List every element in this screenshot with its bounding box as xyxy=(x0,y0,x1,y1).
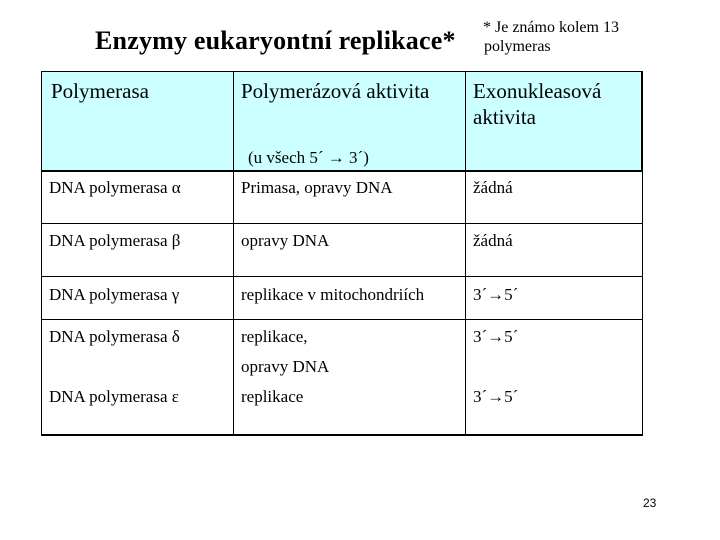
row-divider-2 xyxy=(41,276,642,277)
page-number: 23 xyxy=(643,496,657,510)
row-5-polymerase: DNA polymerasa ε xyxy=(49,387,179,406)
column-divider-1 xyxy=(233,71,234,434)
header-polymerase-activity-note: (u všech 5´ → 3´) xyxy=(248,148,369,167)
row-2-polymerase: DNA polymerasa β xyxy=(49,231,181,250)
row-4-activity: replikace, xyxy=(241,327,308,346)
row-2-exonuclease: žádná xyxy=(473,231,513,250)
header-polymerase-activity: Polymerázová aktivita xyxy=(241,79,430,103)
row-4-exonuclease: 3´→5´ xyxy=(473,327,519,346)
row-divider-3 xyxy=(41,319,642,320)
footnote-line-1: * Je známo kolem 13 xyxy=(483,19,619,36)
row-3-activity: replikace v mitochondriích xyxy=(241,285,425,304)
row-2-activity: opravy DNA xyxy=(241,231,330,250)
row-4-polymerase: DNA polymerasa δ xyxy=(49,327,180,346)
row-5-exonuclease: 3´→5´ xyxy=(473,387,519,406)
row-4-activity-line-2: opravy DNA xyxy=(241,357,330,376)
column-border-left xyxy=(41,71,42,434)
column-divider-2 xyxy=(465,71,466,434)
row-1-exonuclease: žádná xyxy=(473,178,513,197)
row-1-polymerase: DNA polymerasa α xyxy=(49,178,181,197)
row-5-activity: replikace xyxy=(241,387,304,406)
row-1-activity: Primasa, opravy DNA xyxy=(241,178,393,197)
row-3-polymerase: DNA polymerasa γ xyxy=(49,285,180,304)
header-exonuclease-activity: Exonukleasová aktivita xyxy=(473,79,602,129)
header-polymerasa: Polymerasa xyxy=(51,79,149,103)
polymerase-table xyxy=(41,71,643,436)
footnote-line-2: polymeras xyxy=(484,38,551,55)
slide-title: Enzymy eukaryontní replikace* xyxy=(95,26,456,55)
row-divider-1 xyxy=(41,223,642,224)
row-3-exonuclease: 3´→5´ xyxy=(473,285,519,304)
footnote xyxy=(483,18,619,56)
